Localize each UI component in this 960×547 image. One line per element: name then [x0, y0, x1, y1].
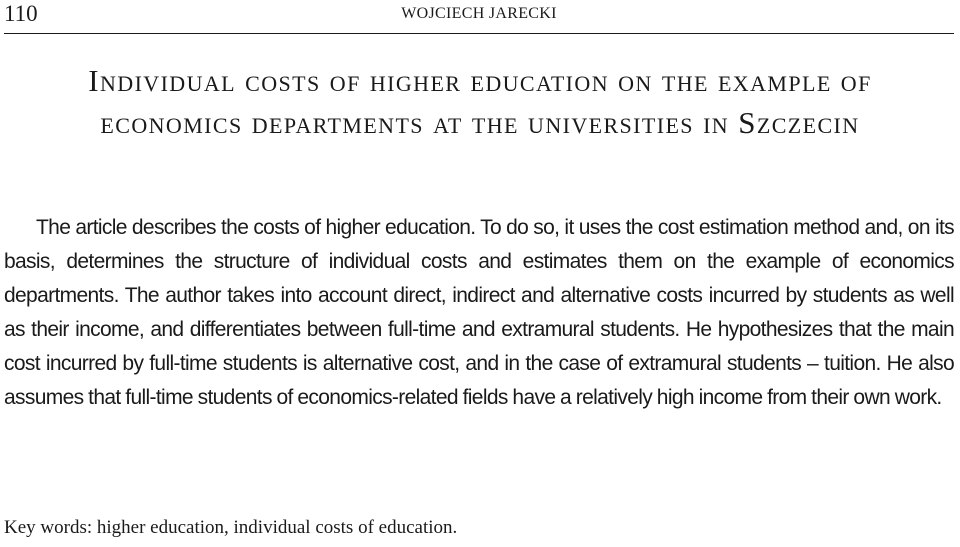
keywords-line: Key words: higher education, individual costs of education.	[4, 517, 458, 538]
running-head-author: WOJCIECH JARECKI	[401, 5, 557, 22]
page-header	[4, 0, 954, 34]
header-rule	[4, 33, 954, 34]
article-abstract: The article describes the costs of higher education. To do so, it uses the cost estimation method and, on its basis, determines the structure of individual costs and estimates them on the example of economics departments. The author takes into account direct, indirect and alternative costs incurred by students as well as their income, and differentiates between full-time and extramural students. He hypothesizes that the main cost incurred by full-time students is alternative cost, and in the case of extramural students – tuition. He also assumes that full-time students of economics-related fields have a relatively high income from their own work.	[4, 216, 954, 409]
article-title: Individual costs of higher education on the example of economics departments at the universities in Szczecin	[88, 63, 872, 140]
page-number: 110	[4, 1, 38, 26]
